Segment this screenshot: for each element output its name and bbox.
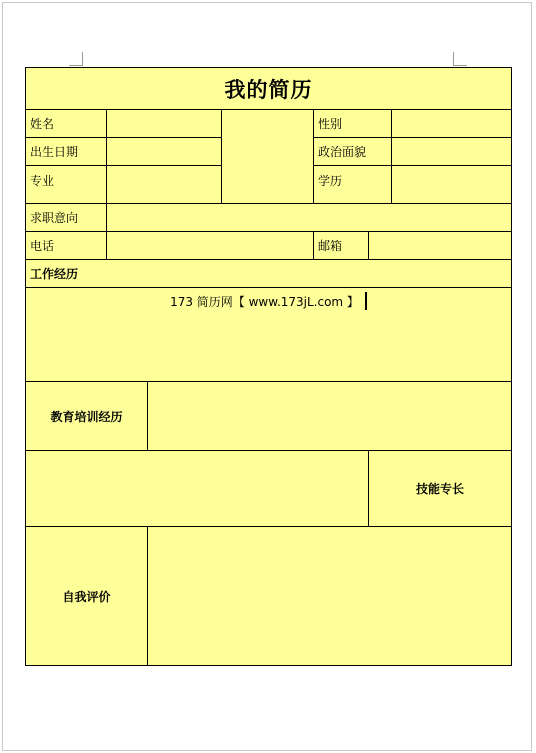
email-label: 邮箱 [314,232,369,260]
education-training-label: 教育培训经历 [26,382,148,451]
name-label: 姓名 [26,110,107,138]
name-field[interactable] [107,110,222,138]
education-field[interactable] [392,166,512,204]
self-evaluation-label: 自我评价 [26,527,148,666]
work-experience-heading: 工作经历 [26,260,512,288]
job-intention-label: 求职意向 [26,204,107,232]
phone-field[interactable] [107,232,314,260]
birth-date-field[interactable] [107,138,222,166]
birth-date-label: 出生日期 [26,138,107,166]
major-field[interactable] [107,166,222,204]
crop-mark-top-left-h [69,65,83,66]
crop-mark-top-right [453,52,454,66]
major-label: 专业 [26,166,107,204]
phone-label: 电话 [26,232,107,260]
text-cursor [365,292,367,310]
self-evaluation-field[interactable] [148,527,512,666]
resume-title: 我的简历 [26,68,512,110]
skills-label: 技能专长 [369,451,512,527]
email-field[interactable] [369,232,512,260]
political-status-label: 政治面貌 [314,138,392,166]
photo-cell[interactable] [222,110,314,204]
resume-table [25,67,512,666]
skills-field[interactable] [26,451,369,527]
gender-field[interactable] [392,110,512,138]
education-label: 学历 [314,166,392,204]
political-status-field[interactable] [392,138,512,166]
crop-mark-top-left [82,52,83,66]
work-experience-text: 173 简历网【 www.173jL.com 】 [170,295,359,309]
job-intention-field[interactable] [107,204,512,232]
education-training-field[interactable] [148,382,512,451]
crop-mark-top-right-h [453,65,467,66]
work-experience-content[interactable] [26,288,512,382]
gender-label: 性别 [314,110,392,138]
